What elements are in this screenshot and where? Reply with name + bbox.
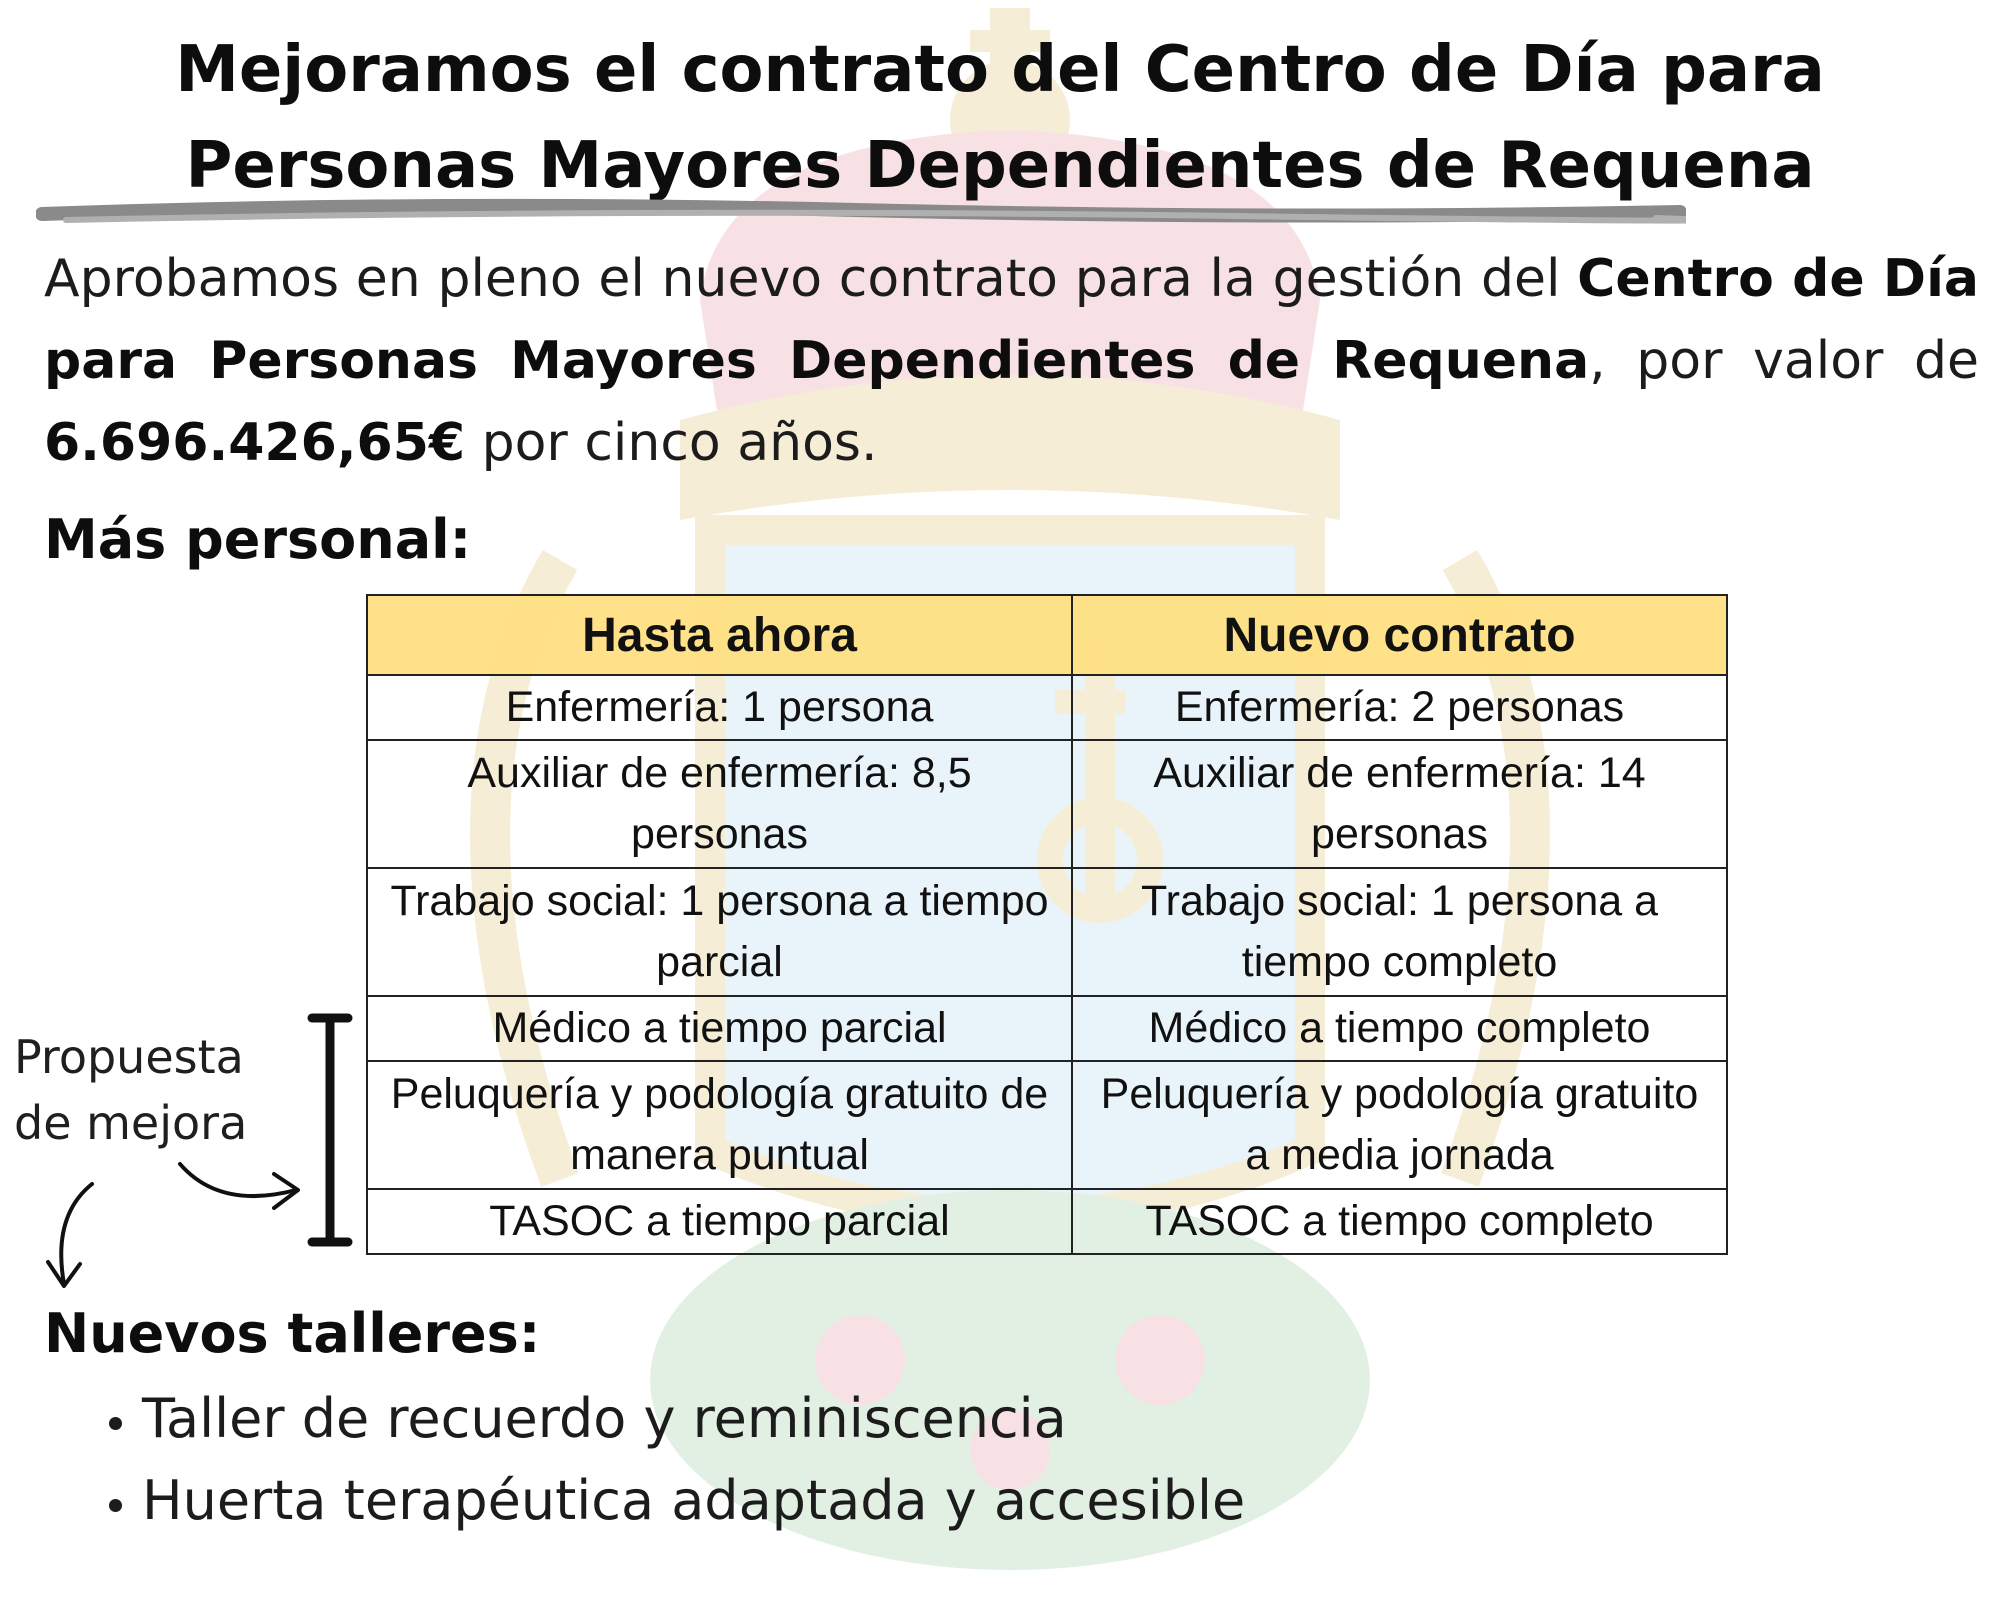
arrow-right-icon	[170, 1150, 310, 1220]
staff-comparison-table	[366, 594, 1728, 1255]
list-item: • Huerta terapéutica adaptada y accesible	[142, 1460, 1245, 1542]
staff-section-heading: Más personal:	[44, 508, 472, 571]
page-title	[0, 22, 2000, 214]
cell-before: Médico a tiempo parcial	[367, 996, 1072, 1061]
cell-before: Auxiliar de enfermería: 8,5 personas	[367, 740, 1072, 868]
column-header-before: Hasta ahora	[367, 595, 1072, 675]
cell-before: Enfermería: 1 persona	[367, 675, 1072, 740]
table-row	[367, 996, 1727, 1061]
arrow-down-icon	[40, 1176, 110, 1296]
cell-after: Peluquería y podología gratuito a media jornada	[1072, 1061, 1727, 1189]
cell-after: Auxiliar de enfermería: 14 personas	[1072, 740, 1727, 868]
improvement-proposal-note	[14, 1024, 247, 1156]
workshops-list	[90, 1378, 1245, 1542]
column-header-after: Nuevo contrato	[1072, 595, 1727, 675]
intro-paragraph	[44, 238, 1979, 484]
table-row	[367, 675, 1727, 740]
cell-after: Enfermería: 2 personas	[1072, 675, 1727, 740]
intro-text-2: , por valor de	[1589, 331, 1979, 391]
table-row	[367, 740, 1727, 868]
table-row	[367, 1061, 1727, 1189]
intro-center-name: Centro de Día para Personas Mayores Dependientes de Requena	[44, 249, 1980, 391]
cell-after: Médico a tiempo completo	[1072, 996, 1727, 1061]
table-header-row	[367, 595, 1727, 675]
cell-before: Trabajo social: 1 persona a tiempo parcial	[367, 868, 1072, 996]
workshops-section-heading: Nuevos talleres:	[44, 1302, 541, 1365]
intro-text-3: por cinco años.	[465, 413, 878, 473]
cell-after: TASOC a tiempo completo	[1072, 1189, 1727, 1254]
list-item: • Taller de recuerdo y reminiscencia	[142, 1378, 1245, 1460]
page-title-line-2: Personas Mayores Dependientes de Requena	[185, 129, 1815, 203]
table-row	[367, 1189, 1727, 1254]
title-underline-brush-stroke	[36, 196, 1686, 230]
page-title-line-1: Mejoramos el contrato del Centro de Día para	[175, 33, 1825, 107]
table-row	[367, 868, 1727, 996]
intro-text-1: Aprobamos en pleno el nuevo contrato para la gestión del	[44, 249, 1578, 309]
annotation-line-2: de mejora	[14, 1096, 248, 1150]
annotation-line-1: Propuesta	[14, 1030, 244, 1084]
cell-before: Peluquería y podología gratuito de manera puntual	[367, 1061, 1072, 1189]
cell-after: Trabajo social: 1 persona a tiempo completo	[1072, 868, 1727, 996]
cell-before: TASOC a tiempo parcial	[367, 1189, 1072, 1254]
intro-contract-value: 6.696.426,65€	[44, 413, 466, 473]
